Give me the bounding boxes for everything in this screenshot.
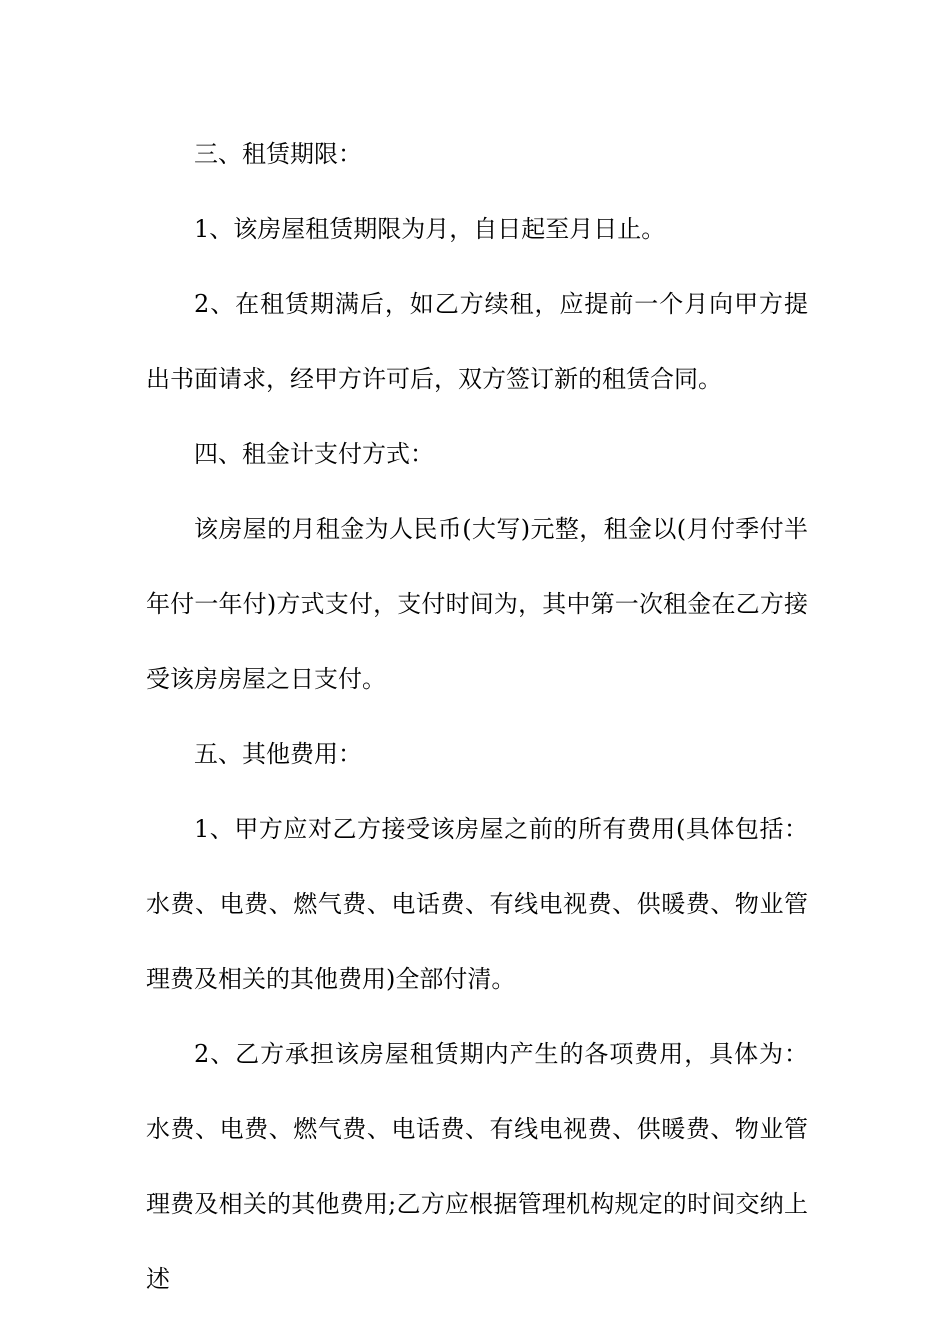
heading-lease-term: 三、租赁期限：: [194, 140, 362, 168]
heading-rent-payment: 四、租金计支付方式：: [194, 440, 434, 468]
paragraph-other-fees-1: 1、甲方应对乙方接受该房屋之前的所有费用(具体包括：水费、电费、燃气费、电话费、有线电视费、供暖费、物业管理费及相关的其他费用)全部付清。: [146, 815, 808, 993]
heading-other-fees: 五、其他费用：: [194, 740, 362, 768]
document-body: [146, 117, 808, 1317]
paragraph-lease-term-1: 1、该房屋租赁期限为月，自日起至月日止。: [194, 215, 666, 243]
paragraph-other-fees-2: 2、乙方承担该房屋租赁期内产生的各项费用，具体为：水费、电费、燃气费、电话费、有线电视费、供暖费、物业管理费及相关的其他费用;乙方应根据管理机构规定的时间交纳上述: [146, 1040, 808, 1293]
paragraph-lease-term-2: 2、在租赁期满后，如乙方续租，应提前一个月向甲方提出书面请求，经甲方许可后，双方签订新的租赁合同。: [146, 290, 808, 393]
paragraph-rent-payment: 该房屋的月租金为人民币(大写)元整，租金以(月付季付半年付一年付)方式支付，支付时间为，其中第一次租金在乙方接受该房房屋之日支付。: [146, 515, 808, 693]
